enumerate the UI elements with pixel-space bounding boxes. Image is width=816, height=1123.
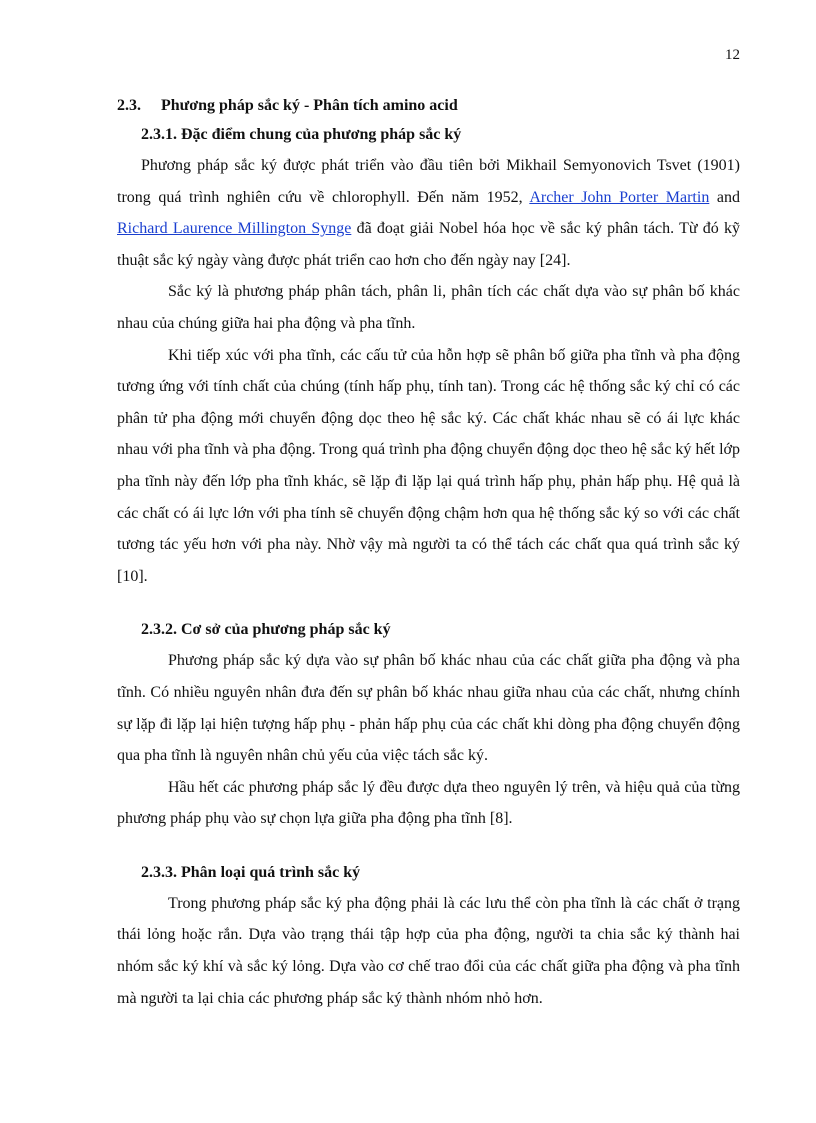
- paragraph-history: [117, 150, 740, 276]
- paragraph-definition: Sắc ký là phương pháp phân tách, phân li, phân tích các chất dựa vào sự phân bố khác nhau của chúng giữa hai pha động và pha tĩnh.: [117, 283, 740, 332]
- section-gap: [117, 592, 740, 614]
- paragraph-text: and: [709, 188, 740, 206]
- paragraph-text: đã đoạt giải Nobel hóa học về sắc ký phân tách. Từ đó kỹ thuật sắc ký ngày vàng được phát triển cao hơn cho đến ngày nay [24].: [117, 220, 741, 269]
- paragraph-text: Phương pháp sắc ký được phát triển vào đầu tiên bởi Mikhail Semyonovich Tsvet (1901) trong quá trình nghiên cứu về chlorophyll. Đến năm 1952,: [117, 157, 740, 206]
- paragraph-principle: Hầu hết các phương pháp sắc lý đều được dựa theo nguyên lý trên, và hiệu quả của từng phương pháp phụ vào sự chọn lựa giữa pha động pha tĩnh [8].: [117, 778, 740, 828]
- section-heading-2-3: [117, 92, 740, 119]
- link-archer-john-porter-martin[interactable]: Archer John Porter Martin: [529, 188, 710, 206]
- link-richard-laurence-millington-synge[interactable]: Richard Laurence Millington Synge: [117, 220, 352, 238]
- page-number: 12: [725, 47, 740, 63]
- subsection-heading-2-3-3: 2.3.3. Phân loại quá trình sắc ký: [141, 863, 361, 881]
- section-number: 2.3.: [117, 97, 141, 114]
- subsection-heading-2-3-1: 2.3.1. Đặc điểm chung của phương pháp sắc ký: [141, 126, 462, 143]
- section-title: Phương pháp sắc ký - Phân tích amino acid: [161, 97, 458, 114]
- section-gap: [117, 835, 740, 857]
- subsection-heading-2-3-2: 2.3.2. Cơ sở của phương pháp sắc ký: [141, 621, 391, 639]
- paragraph-classification: Trong phương pháp sắc ký pha động phải là các lưu thể còn pha tĩnh là các chất ở trạng thái lỏng hoặc rắn. Dựa vào trạng thái tập hợp của pha động, người ta chia sắc ký thành hai nhóm sắc ký khí và sắc ký lỏng. Dựa vào cơ chế trao đổi của các chất giữa pha động và pha tĩnh mà người ta lại chia các phương pháp sắc ký thành nhóm nhỏ hơn.: [117, 894, 740, 1007]
- paragraph-mechanism: Khi tiếp xúc với pha tĩnh, các cấu tử của hỗn hợp sẽ phân bố giữa pha tĩnh và pha động tương ứng với tính chất của chúng (tính hấp phụ, tính tan). Trong các hệ thống sắc ký chỉ có các phân tử pha động mới chuyển động dọc theo hệ sắc ký. Các chất khác nhau sẽ có ái lực khác nhau với pha tĩnh và pha động. Trong quá trình pha động chuyển động dọc theo hệ sắc ký hết lớp pha tĩnh này đến lớp pha tĩnh khác, sẽ lặp đi lặp lại quá trình hấp phụ, phản hấp phụ. Hệ quả là các chất có ái lực lớn với pha tính sẽ chuyển động chậm hơn qua hệ thống sắc ký so với các chất tương tác yếu hơn với pha này. Nhờ vậy mà người ta có thể tách các chất qua quá trình sắc ký [10].: [117, 346, 740, 585]
- paragraph-basis: Phương pháp sắc ký dựa vào sự phân bố khác nhau của các chất giữa pha động và pha tĩnh. Có nhiều nguyên nhân đưa đến sự phân bố khác nhau giữa nhau của các chất, nhưng chính sự lặp đi lặp lại hiện tượng hấp phụ - phản hấp phụ của các chất khi dòng pha động chuyển động qua pha tĩnh là nguyên nhân chủ yếu của việc tách sắc ký.: [117, 652, 740, 765]
- page-content: [117, 92, 740, 1014]
